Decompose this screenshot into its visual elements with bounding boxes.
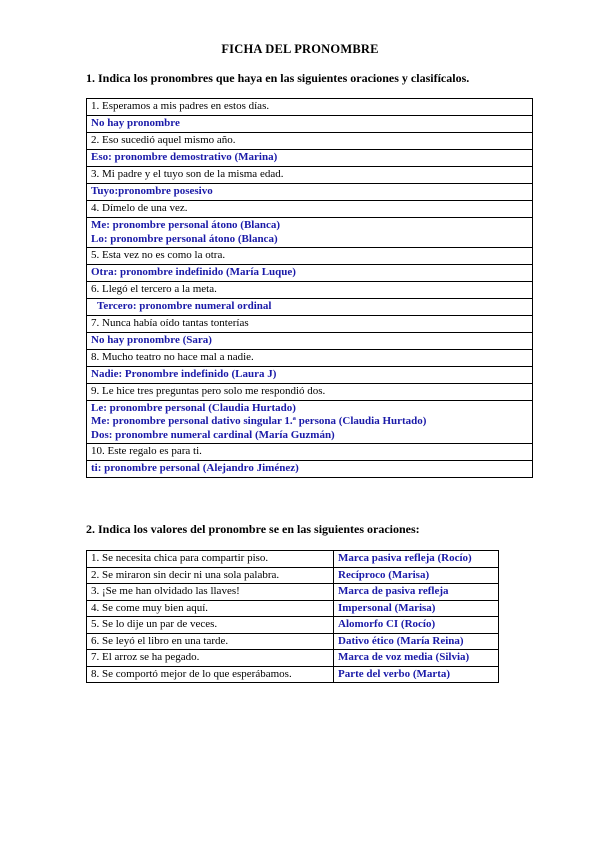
answer-line: Tuyo:pronombre posesivo: [91, 185, 213, 198]
table-row: [87, 201, 533, 218]
answer-cell: [87, 218, 533, 248]
table-row: [87, 650, 499, 667]
answer-cell: Recíproco (Marisa): [334, 567, 499, 584]
table-row: [87, 567, 499, 584]
table-row: [87, 133, 533, 150]
answer-cell: [87, 265, 533, 282]
sentence-cell: 8. Se comportó mejor de lo que esperábamos.: [87, 666, 334, 683]
sentence-cell: 5. Esta vez no es como la otra.: [87, 248, 533, 265]
se-values-table: [86, 550, 499, 683]
table-row: [87, 350, 533, 367]
sentence-cell: 9. Le hice tres preguntas pero solo me respondió dos.: [87, 384, 533, 401]
table-row: [87, 218, 533, 248]
answer-line: Dos: pronombre numeral cardinal (María Guzmán): [91, 428, 335, 441]
answer-line: Eso: pronombre demostrativo (Marina): [91, 151, 278, 164]
table-row: [87, 401, 533, 444]
answer-line: Nadie: Pronombre indefinido (Laura J): [91, 368, 277, 381]
answer-line: Otra: pronombre indefinido (María Luque): [91, 266, 296, 279]
table-row: [87, 367, 533, 384]
table-row: [87, 99, 533, 116]
answer-line: Lo: pronombre personal átono (Blanca): [91, 232, 278, 245]
answer-line: No hay pronombre: [91, 117, 180, 130]
table-row: [87, 384, 533, 401]
sentence-cell: 1. Se necesita chica para compartir piso.: [87, 551, 334, 568]
section-2-heading: 2. Indica los valores del pronombre se en las siguientes oraciones:: [86, 522, 420, 536]
table-row: [87, 282, 533, 299]
answer-cell: [87, 401, 533, 444]
sentence-cell: 3. ¡Se me han olvidado las llaves!: [87, 584, 334, 601]
table-row: [87, 444, 533, 461]
sentence-cell: 4. Se come muy bien aquí.: [87, 600, 334, 617]
answer-line: Le: pronombre personal (Claudia Hurtado): [91, 401, 296, 414]
table-row: [87, 461, 533, 478]
table-row: [87, 666, 499, 683]
answer-cell: [87, 367, 533, 384]
sentence-cell: 7. Nunca había oído tantas tonterías: [87, 316, 533, 333]
table-row: [87, 333, 533, 350]
table-row: [87, 184, 533, 201]
table-row: [87, 600, 499, 617]
answer-line: Me: pronombre personal átono (Blanca): [91, 219, 281, 231]
document-title: FICHA DEL PRONOMBRE: [221, 42, 379, 56]
table-row: [87, 617, 499, 634]
table-row: [87, 265, 533, 282]
answer-cell: [87, 116, 533, 133]
answer-cell: [87, 299, 533, 316]
table-row: [87, 150, 533, 167]
sentence-cell: 2. Eso sucedió aquel mismo año.: [87, 133, 533, 150]
section-1-heading: 1. Indica los pronombres que haya en las siguientes oraciones y clasifícalos.: [86, 71, 470, 85]
table-row: [87, 167, 533, 184]
answer-cell: Marca pasiva refleja (Rocío): [334, 551, 499, 568]
answer-cell: Dativo ético (María Reina): [334, 633, 499, 650]
answer-cell: [87, 150, 533, 167]
table-row: [87, 551, 499, 568]
sentence-cell: 7. El arroz se ha pegado.: [87, 650, 334, 667]
answer-cell: Impersonal (Marisa): [334, 600, 499, 617]
table-row: [87, 248, 533, 265]
answer-line: No hay pronombre (Sara): [91, 334, 212, 347]
table-row: [87, 584, 499, 601]
sentence-cell: 5. Se lo dije un par de veces.: [87, 617, 334, 634]
answer-line: Me: pronombre personal dativo singular 1.ª persona (Claudia Hurtado): [91, 415, 427, 428]
sentence-cell: 1. Esperamos a mis padres en estos días.: [87, 99, 533, 116]
answer-cell: [87, 184, 533, 201]
sentence-cell: 8. Mucho teatro no hace mal a nadie.: [87, 350, 533, 367]
table-row: [87, 299, 533, 316]
answer-line: Tercero: pronombre numeral ordinal: [97, 300, 272, 313]
pronoun-classification-table: [86, 98, 533, 478]
answer-cell: Parte del verbo (Marta): [334, 666, 499, 683]
sentence-cell: 6. Llegó el tercero a la meta.: [87, 282, 533, 299]
answer-line: ti: pronombre personal (Alejandro Jiménez): [91, 462, 299, 475]
table-row: [87, 633, 499, 650]
sentence-cell: 6. Se leyó el libro en una tarde.: [87, 633, 334, 650]
answer-cell: [87, 461, 533, 478]
table-row: [87, 316, 533, 333]
answer-cell: Marca de voz media (Silvia): [334, 650, 499, 667]
sentence-cell: 10. Este regalo es para ti.: [87, 444, 533, 461]
answer-cell: Marca de pasiva refleja: [334, 584, 499, 601]
answer-cell: Alomorfo CI (Rocío): [334, 617, 499, 634]
sentence-cell: 2. Se miraron sin decir ni una sola palabra.: [87, 567, 334, 584]
table-row: [87, 116, 533, 133]
sentence-cell: 4. Dímelo de una vez.: [87, 201, 533, 218]
answer-cell: [87, 333, 533, 350]
sentence-cell: 3. Mi padre y el tuyo son de la misma edad.: [87, 167, 533, 184]
